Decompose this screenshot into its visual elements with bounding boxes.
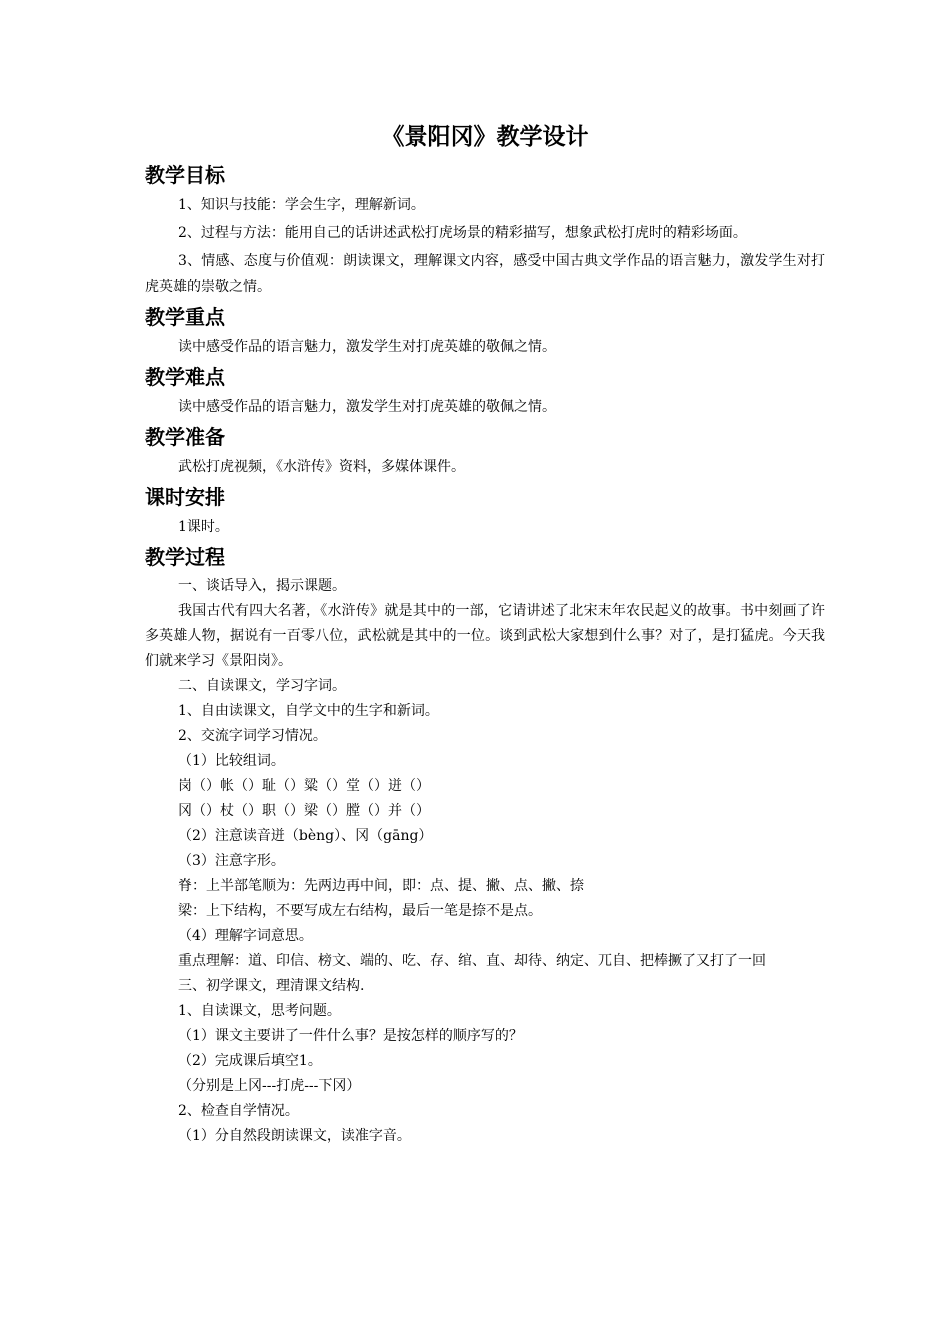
process-line: 一、谈话导入，揭示课题。 [178,578,346,594]
process-line: （2）注意读音迸（bèng）、冈（gāng） [178,828,433,844]
process-line: 二、自读课文，学习字词。 [178,678,346,694]
process-line: 2、检查自学情况。 [178,1103,299,1119]
document-body [145,120,825,1149]
page-title: 《景阳冈》教学设计 [381,124,589,150]
process-line: （1）分自然段朗读课文，读准字音。 [178,1128,411,1144]
process-line: 重点理解：道、印信、榜文、端的、吃、存、绾、直、却待、纳定、兀自、把棒撅了又打了一回 [178,953,766,969]
process-line: 岗（）帐（）耻（）粱（）堂（）迸（） [178,778,430,794]
process-line: （分别是上冈---打虎---下冈） [178,1078,361,1094]
heading-goals: 教学目标 [145,163,225,187]
goal-item: 3、情感、态度与价值观：朗读课文，理解课文内容，感受中国古典文学作品的语言魅力，激发学生对打虎英雄的崇敬之情。 [145,253,825,295]
process-line: （2）完成课后填空1。 [178,1053,322,1069]
process-line: 2、交流字词学习情况。 [178,728,327,744]
goal-item: 2、过程与方法：能用自己的话讲述武松打虎场景的精彩描写，想象武松打虎时的精彩场面。 [178,225,747,241]
heading-key-points: 教学重点 [145,305,225,329]
goal-item: 1、知识与技能：学会生字，理解新词。 [178,197,425,213]
difficulties-text: 读中感受作品的语言魅力，激发学生对打虎英雄的敬佩之情。 [178,399,556,415]
heading-schedule: 课时安排 [145,485,225,509]
process-line: （1）比较组词。 [178,753,285,769]
heading-difficulties: 教学难点 [145,365,225,389]
process-line: 1、自由读课文，自学文中的生字和新词。 [178,703,439,719]
process-line: 1、自读课文，思考问题。 [178,1003,341,1019]
process-line: （1）课文主要讲了一件什么事？是按怎样的顺序写的？ [178,1028,523,1044]
process-line: 冈（）杖（）职（）梁（）膛（）并（） [178,803,430,819]
process-line: （4）理解字词意思。 [178,928,313,944]
preparation-text: 武松打虎视频，《水浒传》资料，多媒体课件。 [178,459,465,475]
process-line: 三、初学课文，理清课文结构. [178,978,365,994]
process-line: 脊：上半部笔顺为：先两边再中间，即：点、提、撇、点、撇、捺 [178,878,584,894]
process-line: 梁：上下结构，不要写成左右结构，最后一笔是捺不是点。 [178,903,542,919]
key-points-text: 读中感受作品的语言魅力，激发学生对打虎英雄的敬佩之情。 [178,339,556,355]
heading-process: 教学过程 [145,545,225,569]
schedule-text: 1课时。 [178,519,229,535]
process-line: （3）注意字形。 [178,853,285,869]
process-line: 我国古代有四大名著，《水浒传》就是其中的一部，它请讲述了北宋末年农民起义的故事。书中刻画了许多英雄人物，据说有一百零八位，武松就是其中的一位。谈到武松大家想到什么事？对了，是打猛虎。今天我们就来学习《景阳岗》。 [145,603,825,669]
heading-preparation: 教学准备 [145,425,225,449]
